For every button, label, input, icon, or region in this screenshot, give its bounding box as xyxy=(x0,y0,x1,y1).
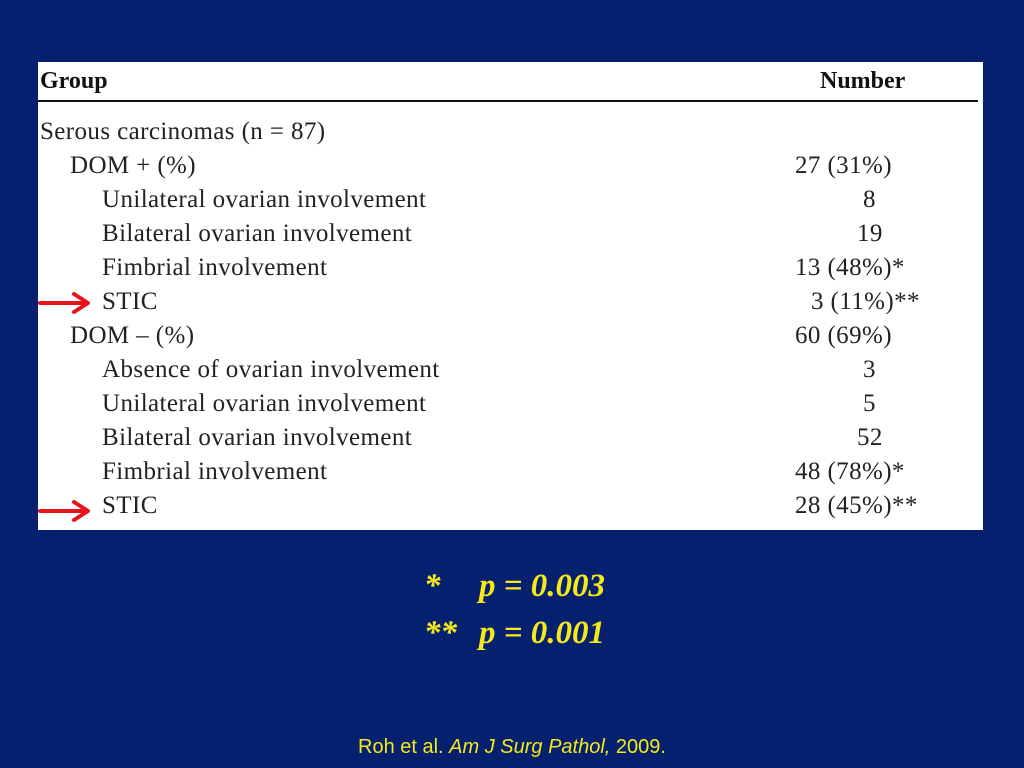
row-label: Unilateral ovarian involvement xyxy=(102,186,427,213)
row-label: Absence of ovarian involvement xyxy=(102,356,440,383)
footnote-p-value-2 xyxy=(0,615,1024,655)
row-value: 52 xyxy=(857,424,883,451)
table-row xyxy=(38,118,983,152)
footnote-p-value-1 xyxy=(0,568,1024,608)
row-value: 48 (78%)* xyxy=(795,458,905,485)
citation-authors: Roh et al. xyxy=(358,736,444,758)
citation-journal: Am J Surg Pathol, xyxy=(449,736,611,758)
row-value: 5 xyxy=(863,390,876,417)
table-row xyxy=(38,254,983,288)
row-label: Serous carcinomas (n = 87) xyxy=(40,118,326,145)
citation xyxy=(0,736,1024,759)
row-value: 13 (48%)* xyxy=(795,254,905,281)
row-label: DOM – (%) xyxy=(70,322,195,349)
header-group: Group xyxy=(40,68,108,94)
table-row xyxy=(38,356,983,390)
table-row xyxy=(38,322,983,356)
table-row xyxy=(38,424,983,458)
footnote-text: p = 0.003 xyxy=(479,568,606,604)
row-value: 19 xyxy=(857,220,883,247)
table-row xyxy=(38,458,983,492)
row-label: STIC xyxy=(102,288,158,315)
footnote-marker: * xyxy=(424,568,441,604)
citation-year: 2009. xyxy=(615,736,666,758)
row-label: Unilateral ovarian involvement xyxy=(102,390,427,417)
row-label: Bilateral ovarian involvement xyxy=(102,424,413,451)
row-value: 3 xyxy=(863,356,876,383)
row-label: Fimbrial involvement xyxy=(102,254,328,281)
table-row xyxy=(38,152,983,186)
footnote-marker: ** xyxy=(424,615,457,651)
header-number: Number xyxy=(820,68,906,94)
red-right-arrow-icon xyxy=(38,500,92,522)
data-table xyxy=(38,62,983,530)
row-value: 27 (31%) xyxy=(795,152,892,179)
row-value: 8 xyxy=(863,186,876,213)
table-row xyxy=(38,390,983,424)
row-value: 3 (11%)** xyxy=(811,288,920,315)
row-label: STIC xyxy=(102,492,158,519)
row-label: Fimbrial involvement xyxy=(102,458,328,485)
row-value: 60 (69%) xyxy=(795,322,892,349)
red-right-arrow-icon xyxy=(38,292,92,314)
row-label: Bilateral ovarian involvement xyxy=(102,220,413,247)
row-label: DOM + (%) xyxy=(70,152,197,179)
table-row xyxy=(38,186,983,220)
header-rule xyxy=(38,100,978,102)
row-value: 28 (45%)** xyxy=(795,492,918,519)
table-header xyxy=(38,66,983,102)
table-row xyxy=(38,492,983,526)
table-row xyxy=(38,288,983,322)
footnote-text: p = 0.001 xyxy=(479,615,606,651)
table-row xyxy=(38,220,983,254)
